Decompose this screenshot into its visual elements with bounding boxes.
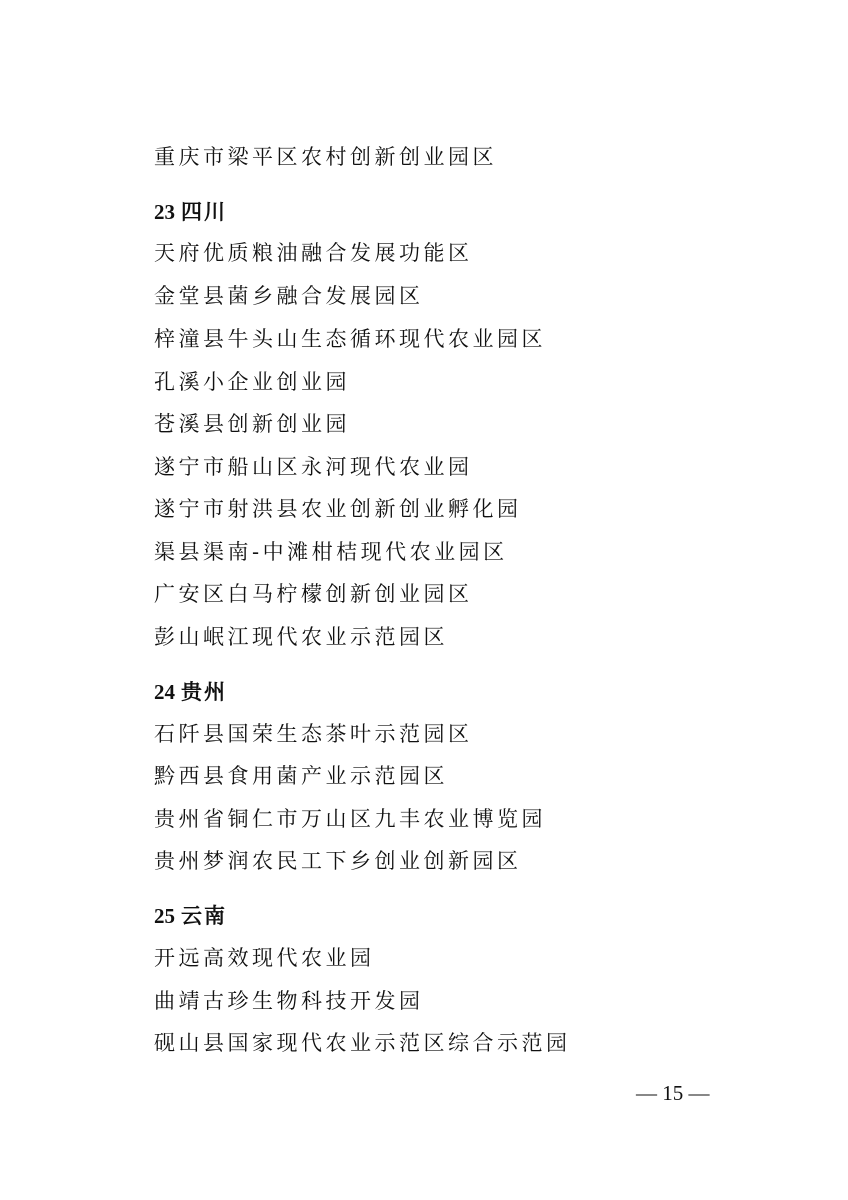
- list-item: 重庆市梁平区农村创新创业园区: [154, 145, 497, 169]
- list-item: 砚山县国家现代农业示范区综合示范园: [154, 1031, 571, 1055]
- section-number: 24: [154, 680, 175, 704]
- section-heading-guizhou: [154, 679, 227, 705]
- list-item: 渠县渠南-中滩柑桔现代农业园区: [154, 540, 508, 564]
- page-number: — 15 —: [636, 1081, 710, 1105]
- section-name: 贵州: [181, 679, 227, 704]
- list-item: 广安区白马柠檬创新创业园区: [154, 582, 473, 606]
- list-item: 石阡县国荣生态茶叶示范园区: [154, 722, 473, 746]
- list-item: 遂宁市船山区永河现代农业园: [154, 455, 473, 479]
- list-item: 黔西县食用菌产业示范园区: [154, 764, 448, 788]
- list-item: 天府优质粮油融合发展功能区: [154, 241, 473, 265]
- section-heading-sichuan: [154, 199, 227, 225]
- list-item: 开远高效现代农业园: [154, 946, 375, 970]
- list-item: 贵州省铜仁市万山区九丰农业博览园: [154, 807, 546, 831]
- list-item: 孔溪小企业创业园: [154, 370, 350, 394]
- section-name: 四川: [181, 199, 227, 224]
- section-name: 云南: [181, 903, 227, 928]
- list-item: 彭山岷江现代农业示范园区: [154, 625, 448, 649]
- section-number: 23: [154, 200, 175, 224]
- section-number: 25: [154, 904, 175, 928]
- list-item: 苍溪县创新创业园: [154, 412, 350, 436]
- list-item: 贵州梦润农民工下乡创业创新园区: [154, 849, 522, 873]
- list-item: 曲靖古珍生物科技开发园: [154, 989, 424, 1013]
- section-heading-yunnan: [154, 903, 227, 929]
- list-item: 遂宁市射洪县农业创新创业孵化园: [154, 497, 522, 521]
- list-item: 梓潼县牛头山生态循环现代农业园区: [154, 327, 546, 351]
- list-item: 金堂县菌乡融合发展园区: [154, 284, 424, 308]
